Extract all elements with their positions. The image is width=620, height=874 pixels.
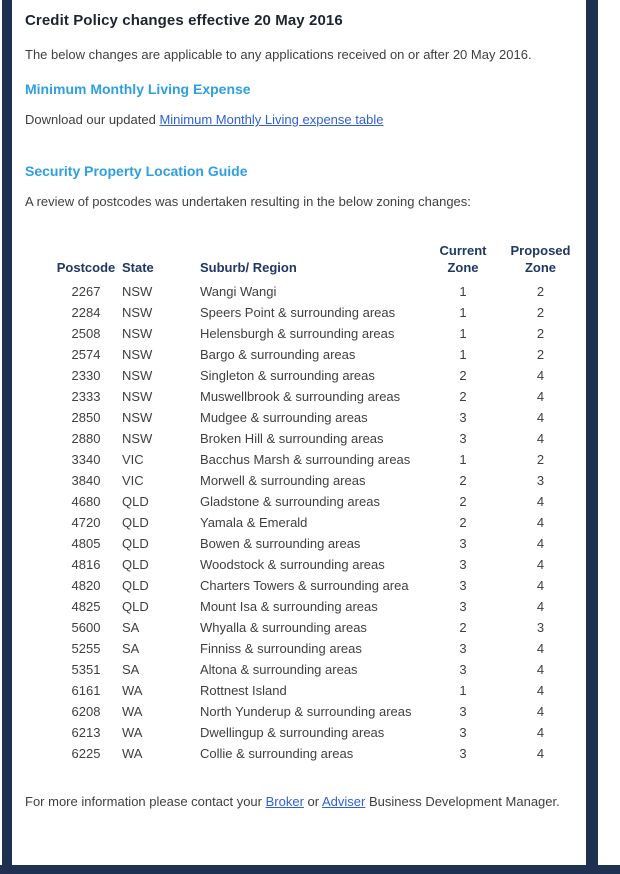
table-row bbox=[50, 449, 583, 470]
postcode-cell: 2333 bbox=[71, 389, 101, 404]
suburb-cell: Finniss & surrounding areas bbox=[200, 641, 362, 656]
proposed-zone-cell: 4 bbox=[536, 746, 545, 761]
suburb-cell: Wangi Wangi bbox=[200, 284, 277, 299]
proposed-zone-cell: 4 bbox=[536, 368, 545, 383]
proposed-zone-cell: 4 bbox=[536, 515, 545, 530]
current-zone-cell: 1 bbox=[459, 347, 467, 362]
suburb-cell: North Yunderup & surrounding areas bbox=[200, 704, 412, 719]
right-frame-bar bbox=[586, 0, 598, 874]
current-zone-cell: 3 bbox=[459, 431, 467, 446]
postcode-cell: 5351 bbox=[71, 662, 101, 677]
zoning-table-body bbox=[50, 281, 583, 764]
suburb-cell: Bowen & surrounding areas bbox=[200, 536, 361, 551]
broker-link[interactable]: Broker bbox=[265, 794, 304, 809]
suburb-cell: Whyalla & surrounding areas bbox=[200, 620, 367, 635]
proposed-zone-cell: 2 bbox=[536, 452, 545, 467]
proposed-zone-cell: 2 bbox=[536, 284, 545, 299]
suburb-cell: Mount Isa & surrounding areas bbox=[200, 599, 378, 614]
suburb-cell: Altona & surrounding areas bbox=[200, 662, 358, 677]
postcode-cell: 5255 bbox=[71, 641, 101, 656]
current-zone-cell: 1 bbox=[459, 305, 467, 320]
table-row bbox=[50, 491, 583, 512]
table-row bbox=[50, 281, 583, 302]
table-row bbox=[50, 701, 583, 722]
download-prefix-text: Download our updated bbox=[25, 112, 160, 127]
state-cell: VIC bbox=[122, 452, 144, 467]
table-row bbox=[50, 659, 583, 680]
table-row bbox=[50, 575, 583, 596]
table-row bbox=[50, 428, 583, 449]
state-cell: NSW bbox=[122, 347, 153, 362]
proposed-zone-cell: 4 bbox=[536, 662, 545, 677]
suburb-cell: Bargo & surrounding areas bbox=[200, 347, 356, 362]
postcode-cell: 6225 bbox=[71, 746, 101, 761]
postcode-cell: 2850 bbox=[71, 410, 101, 425]
table-row bbox=[50, 344, 583, 365]
footer-text-before: For more information please contact your bbox=[25, 794, 266, 809]
proposed-zone-cell: 4 bbox=[536, 557, 545, 572]
proposed-zone-cell: 4 bbox=[536, 683, 545, 698]
proposed-zone-cell: 4 bbox=[536, 641, 545, 656]
table-row bbox=[50, 512, 583, 533]
location-guide-description: A review of postcodes was undertaken resulting in the below zoning changes: bbox=[25, 194, 471, 209]
table-row bbox=[50, 386, 583, 407]
state-cell: NSW bbox=[122, 284, 153, 299]
proposed-zone-cell: 4 bbox=[536, 431, 545, 446]
table-row bbox=[50, 302, 583, 323]
proposed-zone-cell: 4 bbox=[536, 410, 545, 425]
suburb-cell: Broken Hill & surrounding areas bbox=[200, 431, 384, 446]
suburb-cell: Morwell & surrounding areas bbox=[200, 473, 366, 488]
proposed-zone-cell: 4 bbox=[536, 725, 545, 740]
state-cell: QLD bbox=[122, 494, 149, 509]
postcode-cell: 4680 bbox=[71, 494, 101, 509]
table-row bbox=[50, 365, 583, 386]
current-zone-cell: 3 bbox=[459, 557, 467, 572]
current-zone-cell: 1 bbox=[459, 683, 467, 698]
proposed-zone-cell: 4 bbox=[536, 599, 545, 614]
current-zone-cell: 2 bbox=[459, 494, 467, 509]
suburb-cell: Singleton & surrounding areas bbox=[200, 368, 375, 383]
footer-text-after: Business Development Manager. bbox=[365, 794, 560, 809]
postcode-cell: 4805 bbox=[71, 536, 101, 551]
postcode-cell: 2574 bbox=[71, 347, 101, 362]
suburb-cell: Muswellbrook & surrounding areas bbox=[200, 389, 401, 404]
zoning-table-header bbox=[50, 242, 583, 281]
column-header-postcode: Postcode bbox=[56, 260, 116, 275]
current-zone-cell: 3 bbox=[459, 704, 467, 719]
download-paragraph bbox=[25, 110, 560, 130]
state-cell: WA bbox=[122, 725, 143, 740]
suburb-cell: Collie & surrounding areas bbox=[200, 746, 354, 761]
state-cell: QLD bbox=[122, 578, 149, 593]
intro-paragraph: The below changes are applicable to any applications received on or after 20 May 2016. bbox=[25, 47, 532, 62]
footer-text-middle: or bbox=[303, 794, 322, 809]
proposed-zone-cell: 2 bbox=[536, 347, 545, 362]
column-header-suburb: Suburb/ Region bbox=[200, 260, 297, 275]
proposed-zone-cell: 2 bbox=[536, 305, 545, 320]
suburb-cell: Bacchus Marsh & surrounding areas bbox=[200, 452, 411, 467]
state-cell: QLD bbox=[122, 515, 149, 530]
postcode-cell: 2880 bbox=[71, 431, 101, 446]
postcode-cell: 4820 bbox=[71, 578, 101, 593]
proposed-zone-cell: 4 bbox=[536, 536, 545, 551]
current-zone-cell: 2 bbox=[459, 515, 467, 530]
current-zone-cell: 3 bbox=[459, 578, 467, 593]
state-cell: QLD bbox=[122, 599, 149, 614]
footer-paragraph bbox=[25, 791, 566, 812]
bottom-frame-bar bbox=[0, 865, 620, 874]
proposed-zone-cell: 3 bbox=[536, 473, 545, 488]
current-zone-cell: 2 bbox=[459, 368, 467, 383]
current-zone-cell: 3 bbox=[459, 536, 467, 551]
state-cell: SA bbox=[122, 662, 140, 677]
postcode-cell: 5600 bbox=[71, 620, 101, 635]
table-row bbox=[50, 323, 583, 344]
state-cell: WA bbox=[122, 704, 143, 719]
state-cell: NSW bbox=[122, 410, 153, 425]
proposed-zone-cell: 2 bbox=[536, 326, 545, 341]
state-cell: NSW bbox=[122, 326, 153, 341]
location-guide-heading: Security Property Location Guide bbox=[25, 163, 248, 179]
current-zone-cell: 3 bbox=[459, 746, 467, 761]
adviser-link[interactable]: Adviser bbox=[321, 794, 366, 809]
suburb-cell: Mudgee & surrounding areas bbox=[200, 410, 368, 425]
table-row bbox=[50, 407, 583, 428]
current-zone-cell: 1 bbox=[459, 452, 467, 467]
state-cell: NSW bbox=[122, 368, 153, 383]
postcode-cell: 2508 bbox=[71, 326, 101, 341]
current-zone-cell: 3 bbox=[459, 599, 467, 614]
state-cell: WA bbox=[122, 683, 143, 698]
state-cell: NSW bbox=[122, 389, 153, 404]
current-zone-cell: 3 bbox=[459, 641, 467, 656]
suburb-cell: Charters Towers & surrounding area bbox=[200, 578, 409, 593]
current-zone-cell: 2 bbox=[459, 620, 467, 635]
proposed-zone-cell: 4 bbox=[536, 494, 545, 509]
table-row bbox=[50, 680, 583, 701]
living-expense-table-link[interactable]: Minimum Monthly Living expense table bbox=[159, 112, 384, 127]
state-cell: QLD bbox=[122, 557, 149, 572]
current-zone-cell: 1 bbox=[459, 326, 467, 341]
proposed-zone-cell: 4 bbox=[536, 389, 545, 404]
postcode-cell: 6213 bbox=[71, 725, 101, 740]
suburb-cell: Dwellingup & surrounding areas bbox=[200, 725, 385, 740]
postcode-cell: 6161 bbox=[71, 683, 101, 698]
suburb-cell: Woodstock & surrounding areas bbox=[200, 557, 385, 572]
state-cell: SA bbox=[122, 641, 140, 656]
suburb-cell: Yamala & Emerald bbox=[200, 515, 308, 530]
postcode-cell: 2284 bbox=[71, 305, 101, 320]
table-row bbox=[50, 554, 583, 575]
column-header-proposed-zone: Proposed Zone bbox=[510, 243, 571, 275]
table-row bbox=[50, 533, 583, 554]
table-row bbox=[50, 638, 583, 659]
document-content bbox=[12, 0, 586, 865]
state-cell: NSW bbox=[122, 305, 153, 320]
postcode-cell: 4720 bbox=[71, 515, 101, 530]
current-zone-cell: 1 bbox=[459, 284, 467, 299]
column-header-state: State bbox=[122, 260, 154, 275]
column-header-current-zone: Current Zone bbox=[439, 243, 487, 275]
postcode-cell: 2267 bbox=[71, 284, 101, 299]
current-zone-cell: 2 bbox=[459, 473, 467, 488]
state-cell: NSW bbox=[122, 431, 153, 446]
table-row bbox=[50, 722, 583, 743]
living-expense-heading: Minimum Monthly Living Expense bbox=[25, 81, 251, 97]
suburb-cell: Rottnest Island bbox=[200, 683, 287, 698]
postcode-cell: 4825 bbox=[71, 599, 101, 614]
left-frame-bar bbox=[2, 0, 12, 874]
table-row bbox=[50, 743, 583, 764]
suburb-cell: Gladstone & surrounding areas bbox=[200, 494, 380, 509]
proposed-zone-cell: 3 bbox=[536, 620, 545, 635]
table-row bbox=[50, 617, 583, 638]
current-zone-cell: 3 bbox=[459, 662, 467, 677]
state-cell: VIC bbox=[122, 473, 144, 488]
state-cell: WA bbox=[122, 746, 143, 761]
table-row bbox=[50, 470, 583, 491]
table-row bbox=[50, 596, 583, 617]
postcode-cell: 2330 bbox=[71, 368, 101, 383]
postcode-cell: 4816 bbox=[71, 557, 101, 572]
current-zone-cell: 3 bbox=[459, 410, 467, 425]
suburb-cell: Helensburgh & surrounding areas bbox=[200, 326, 395, 341]
zoning-table bbox=[50, 242, 583, 764]
suburb-cell: Speers Point & surrounding areas bbox=[200, 305, 396, 320]
state-cell: SA bbox=[122, 620, 140, 635]
current-zone-cell: 3 bbox=[459, 725, 467, 740]
proposed-zone-cell: 4 bbox=[536, 704, 545, 719]
state-cell: QLD bbox=[122, 536, 149, 551]
postcode-cell: 3840 bbox=[71, 473, 101, 488]
postcode-cell: 3340 bbox=[71, 452, 101, 467]
proposed-zone-cell: 4 bbox=[536, 578, 545, 593]
postcode-cell: 6208 bbox=[71, 704, 101, 719]
page-title: Credit Policy changes effective 20 May 2016 bbox=[25, 12, 343, 29]
current-zone-cell: 2 bbox=[459, 389, 467, 404]
